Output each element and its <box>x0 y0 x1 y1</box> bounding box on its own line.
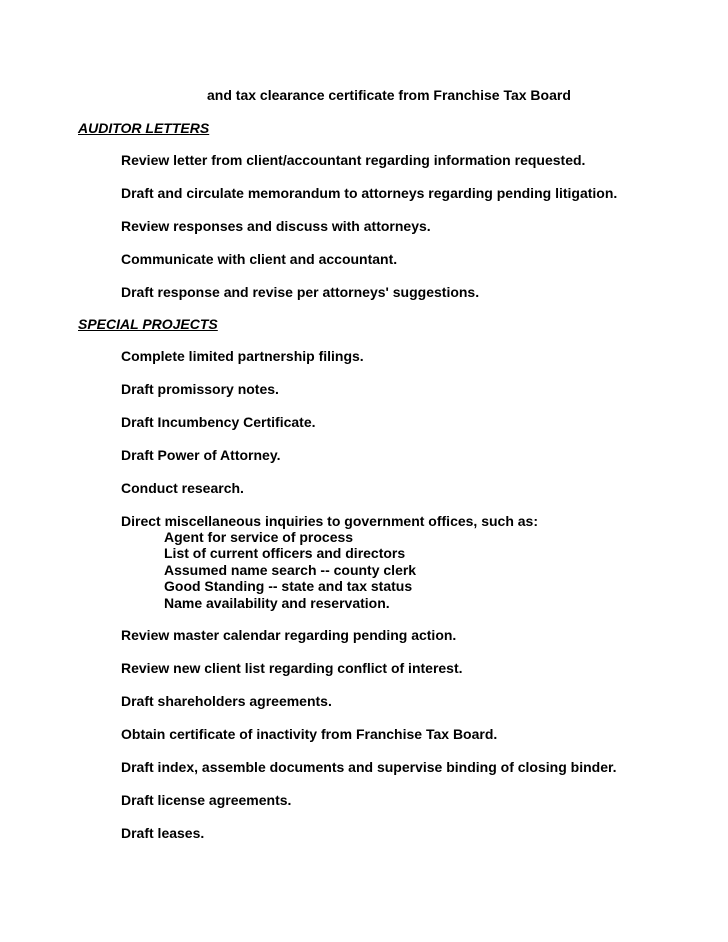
auditor-item: Communicate with client and accountant. <box>121 251 398 267</box>
special-item: Review new client list regarding conflict of interest. <box>121 660 463 676</box>
special-item: Draft promissory notes. <box>121 381 279 397</box>
special-item: Draft shareholders agreements. <box>121 693 332 709</box>
special-item: Draft license agreements. <box>121 792 292 808</box>
auditor-item: Draft and circulate memorandum to attorneys regarding pending litigation. <box>121 185 618 201</box>
special-item: Conduct research. <box>121 480 244 496</box>
inquiry-item: Agent for service of process <box>164 529 354 545</box>
special-item: Review master calendar regarding pending action. <box>121 627 457 643</box>
auditor-item: Review letter from client/accountant regarding information requested. <box>121 152 586 168</box>
special-item: Draft Power of Attorney. <box>121 447 281 463</box>
special-item: Draft index, assemble documents and supervise binding of closing binder. <box>121 759 617 775</box>
special-item: Draft Incumbency Certificate. <box>121 414 316 430</box>
inquiry-item: Assumed name search -- county clerk <box>164 562 417 578</box>
inquiry-item: Good Standing -- state and tax status <box>164 578 413 594</box>
inquiries-intro: Direct miscellaneous inquiries to government offices, such as: <box>121 513 539 529</box>
special-item: Obtain certificate of inactivity from Franchise Tax Board. <box>121 726 498 742</box>
special-projects-heading: SPECIAL PROJECTS <box>78 316 218 332</box>
inquiry-item: List of current officers and directors <box>164 545 406 561</box>
inquiry-item: Name availability and reservation. <box>164 595 390 611</box>
special-item: Draft leases. <box>121 825 205 841</box>
auditor-letters-heading: AUDITOR LETTERS <box>78 120 210 136</box>
continuation-line: and tax clearance certificate from Franchise Tax Board <box>207 87 571 103</box>
special-item: Complete limited partnership filings. <box>121 348 364 364</box>
auditor-item: Review responses and discuss with attorneys. <box>121 218 431 234</box>
auditor-item: Draft response and revise per attorneys' suggestions. <box>121 284 480 300</box>
